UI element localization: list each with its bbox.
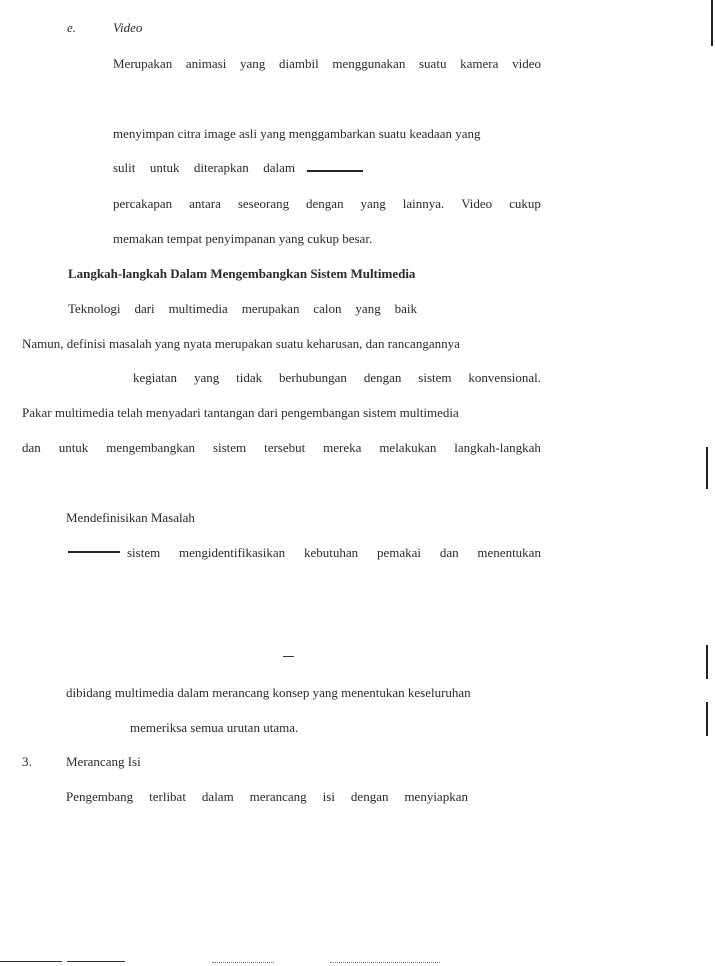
video-line-5: memakan tempat penyimpanan yang cukup besar.	[113, 231, 373, 246]
scan-edge-mark	[706, 447, 708, 489]
para-line-2: Namun, definisi masalah yang nyata merupakan suatu keharusan, dan rancangannya	[22, 336, 460, 351]
video-line-2: menyimpan citra image asli yang menggambarkan suatu keadaan yang	[113, 126, 481, 141]
footer-scan-noise	[330, 962, 440, 965]
step-3-title: Merancang Isi	[66, 754, 141, 769]
footer-rule	[0, 961, 62, 962]
section-title-video: Video	[113, 20, 143, 35]
scan-edge-mark	[706, 702, 708, 736]
para-line-4: Pakar multimedia telah menyadari tantangan dari pengembangan sistem multimedia	[22, 405, 459, 420]
redaction-rule	[68, 551, 120, 553]
dash-mark	[283, 656, 294, 657]
footer-rule	[67, 961, 125, 962]
video-line-3: sulit untuk diterapkan dalam	[113, 160, 295, 175]
step-1-line-1: sistem mengidentifikasikan kebutuhan pemakai dan menentukan	[127, 545, 541, 560]
para-line-1: Teknologi dari multimedia merupakan calon yang baik	[68, 301, 417, 316]
step-1-title: Mendefinisikan Masalah	[66, 510, 195, 525]
para-line-3: kegiatan yang tidak berhubungan dengan sistem konvensional.	[133, 370, 541, 385]
video-line-1: Merupakan animasi yang diambil menggunakan suatu kamera video	[113, 56, 541, 71]
footer-scan-noise	[212, 962, 274, 965]
scan-edge-mark	[706, 645, 708, 679]
video-line-4: percakapan antara seseorang dengan yang lainnya. Video cukup	[113, 196, 541, 211]
section-heading: Langkah-langkah Dalam Mengembangkan Sistem Multimedia	[68, 266, 416, 281]
step-2-line-2: memeriksa semua urutan utama.	[130, 720, 299, 735]
redaction-rule	[307, 170, 363, 172]
step-3-line-1: Pengembang terlibat dalam merancang isi dengan menyiapkan	[66, 789, 468, 804]
scan-edge-mark	[711, 0, 713, 46]
step-3-number: 3.	[22, 754, 32, 769]
para-line-5: dan untuk mengembangkan sistem tersebut mereka melakukan langkah-langkah	[22, 440, 541, 455]
list-marker-e: e.	[67, 20, 77, 35]
step-2-line-1: dibidang multimedia dalam merancang konsep yang menentukan keseluruhan	[66, 685, 471, 700]
